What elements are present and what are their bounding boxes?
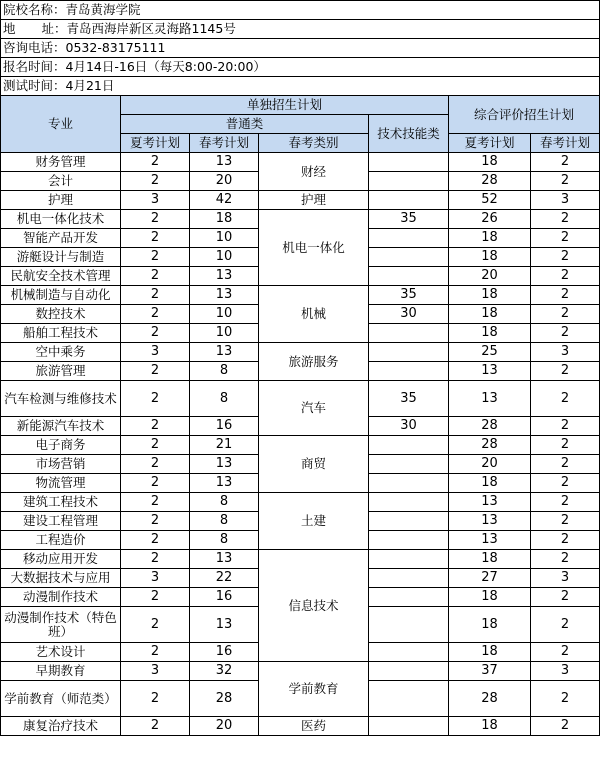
tech-plan-cell <box>369 267 449 286</box>
major-cell: 早期教育 <box>1 662 121 681</box>
header-spring-category: 春考类别 <box>259 134 369 153</box>
comp-spring-cell: 2 <box>531 550 600 569</box>
spring-plan-cell: 42 <box>190 191 259 210</box>
table-row <box>1 717 600 736</box>
comp-summer-cell: 28 <box>449 681 531 717</box>
major-cell: 移动应用开发 <box>1 550 121 569</box>
tech-plan-cell: 35 <box>369 381 449 417</box>
summer-plan-cell: 2 <box>121 607 190 643</box>
summer-plan-cell: 2 <box>121 362 190 381</box>
summer-plan-cell: 2 <box>121 305 190 324</box>
comp-spring-cell: 3 <box>531 191 600 210</box>
tech-plan-cell <box>369 324 449 343</box>
spring-category-cell: 医药 <box>259 717 369 736</box>
comp-summer-cell: 18 <box>449 286 531 305</box>
header-summer-plan-2: 夏考计划 <box>449 134 531 153</box>
comp-spring-cell: 3 <box>531 343 600 362</box>
comp-summer-cell: 20 <box>449 455 531 474</box>
table-row <box>1 343 600 362</box>
spring-plan-cell: 8 <box>190 493 259 512</box>
spring-plan-cell: 16 <box>190 588 259 607</box>
spring-plan-cell: 13 <box>190 153 259 172</box>
major-cell: 大数据技术与应用 <box>1 569 121 588</box>
comp-spring-cell: 2 <box>531 643 600 662</box>
table-row <box>1 286 600 305</box>
major-cell: 智能产品开发 <box>1 229 121 248</box>
comp-spring-cell: 2 <box>531 229 600 248</box>
tech-plan-cell <box>369 588 449 607</box>
spring-plan-cell: 8 <box>190 381 259 417</box>
spring-plan-cell: 28 <box>190 681 259 717</box>
summer-plan-cell: 2 <box>121 681 190 717</box>
spring-plan-cell: 16 <box>190 643 259 662</box>
phone-row <box>1 39 600 58</box>
comp-spring-cell: 2 <box>531 267 600 286</box>
header-spring-plan: 春考计划 <box>190 134 259 153</box>
summer-plan-cell: 3 <box>121 191 190 210</box>
summer-plan-cell: 2 <box>121 381 190 417</box>
summer-plan-cell: 2 <box>121 436 190 455</box>
summer-plan-cell: 2 <box>121 229 190 248</box>
comp-summer-cell: 18 <box>449 153 531 172</box>
major-cell: 康复治疗技术 <box>1 717 121 736</box>
table-row <box>1 493 600 512</box>
tech-plan-cell <box>369 662 449 681</box>
spring-plan-cell: 21 <box>190 436 259 455</box>
spring-plan-cell: 22 <box>190 569 259 588</box>
table-row <box>1 381 600 417</box>
summer-plan-cell: 2 <box>121 286 190 305</box>
spring-plan-cell: 13 <box>190 474 259 493</box>
comp-spring-cell: 2 <box>531 681 600 717</box>
comp-summer-cell: 18 <box>449 607 531 643</box>
major-cell: 会计 <box>1 172 121 191</box>
table-row <box>1 662 600 681</box>
comp-summer-cell: 25 <box>449 343 531 362</box>
tech-plan-cell <box>369 512 449 531</box>
comp-summer-cell: 18 <box>449 305 531 324</box>
comp-summer-cell: 28 <box>449 172 531 191</box>
comp-summer-cell: 18 <box>449 324 531 343</box>
spring-plan-cell: 10 <box>190 324 259 343</box>
spring-plan-cell: 20 <box>190 717 259 736</box>
comp-summer-cell: 18 <box>449 717 531 736</box>
comp-summer-cell: 18 <box>449 229 531 248</box>
comp-spring-cell: 3 <box>531 569 600 588</box>
summer-plan-cell: 3 <box>121 343 190 362</box>
comp-spring-cell: 2 <box>531 248 600 267</box>
test-value: 4月21日 <box>65 78 115 93</box>
address-label-1: 地 <box>3 21 16 36</box>
address-row <box>1 20 600 39</box>
spring-category-cell: 学前教育 <box>259 662 369 717</box>
major-cell: 市场营销 <box>1 455 121 474</box>
header-tech: 技术技能类 <box>369 115 449 153</box>
spring-plan-cell: 13 <box>190 286 259 305</box>
tech-plan-cell: 30 <box>369 305 449 324</box>
comp-summer-cell: 18 <box>449 550 531 569</box>
summer-plan-cell: 3 <box>121 662 190 681</box>
summer-plan-cell: 2 <box>121 455 190 474</box>
comp-spring-cell: 2 <box>531 153 600 172</box>
header-spring-plan-2: 春考计划 <box>531 134 600 153</box>
spring-plan-cell: 13 <box>190 343 259 362</box>
spring-category-cell: 护理 <box>259 191 369 210</box>
spring-plan-cell: 32 <box>190 662 259 681</box>
summer-plan-cell: 2 <box>121 493 190 512</box>
comp-spring-cell: 2 <box>531 324 600 343</box>
comp-spring-cell: 2 <box>531 717 600 736</box>
major-cell: 建筑工程技术 <box>1 493 121 512</box>
comp-summer-cell: 20 <box>449 267 531 286</box>
comp-summer-cell: 37 <box>449 662 531 681</box>
test-label: 测试时间： <box>3 78 66 93</box>
comp-summer-cell: 13 <box>449 531 531 550</box>
school-label: 院校名称： <box>3 2 66 17</box>
tech-plan-cell <box>369 531 449 550</box>
major-cell: 新能源汽车技术 <box>1 417 121 436</box>
spring-plan-cell: 13 <box>190 455 259 474</box>
comp-summer-cell: 18 <box>449 474 531 493</box>
header-comprehensive: 综合评价招生计划 <box>449 96 600 134</box>
spring-plan-cell: 18 <box>190 210 259 229</box>
comp-summer-cell: 28 <box>449 417 531 436</box>
comp-summer-cell: 13 <box>449 493 531 512</box>
summer-plan-cell: 2 <box>121 248 190 267</box>
summer-plan-cell: 2 <box>121 588 190 607</box>
header-summer-plan: 夏考计划 <box>121 134 190 153</box>
spring-plan-cell: 8 <box>190 512 259 531</box>
spring-plan-cell: 10 <box>190 229 259 248</box>
major-cell: 汽车检测与维修技术 <box>1 381 121 417</box>
tech-plan-cell <box>369 493 449 512</box>
tech-plan-cell <box>369 436 449 455</box>
spring-category-cell: 信息技术 <box>259 550 369 662</box>
comp-spring-cell: 2 <box>531 588 600 607</box>
summer-plan-cell: 2 <box>121 324 190 343</box>
summer-plan-cell: 2 <box>121 267 190 286</box>
spring-plan-cell: 8 <box>190 531 259 550</box>
comp-summer-cell: 13 <box>449 362 531 381</box>
major-cell: 数控技术 <box>1 305 121 324</box>
major-cell: 船舶工程技术 <box>1 324 121 343</box>
major-cell: 动漫制作技术 <box>1 588 121 607</box>
comp-summer-cell: 18 <box>449 588 531 607</box>
spring-plan-cell: 8 <box>190 362 259 381</box>
tech-plan-cell: 35 <box>369 286 449 305</box>
major-cell: 艺术设计 <box>1 643 121 662</box>
tech-plan-cell <box>369 455 449 474</box>
spring-plan-cell: 20 <box>190 172 259 191</box>
major-cell: 学前教育（师范类） <box>1 681 121 717</box>
header-general: 普通类 <box>121 115 369 134</box>
tech-plan-cell <box>369 681 449 717</box>
major-cell: 机械制造与自动化 <box>1 286 121 305</box>
spring-plan-cell: 16 <box>190 417 259 436</box>
table-row <box>1 153 600 172</box>
tech-plan-cell <box>369 607 449 643</box>
comp-summer-cell: 13 <box>449 512 531 531</box>
tech-plan-cell <box>369 248 449 267</box>
spring-category-cell: 商贸 <box>259 436 369 493</box>
tech-plan-cell <box>369 474 449 493</box>
comp-spring-cell: 2 <box>531 512 600 531</box>
tech-plan-cell <box>369 362 449 381</box>
spring-plan-cell: 13 <box>190 550 259 569</box>
comp-spring-cell: 2 <box>531 210 600 229</box>
comp-spring-cell: 3 <box>531 662 600 681</box>
comp-spring-cell: 2 <box>531 381 600 417</box>
address-label-2: 址： <box>41 21 67 36</box>
spring-category-cell: 机电一体化 <box>259 210 369 286</box>
tech-plan-cell <box>369 229 449 248</box>
comp-spring-cell: 2 <box>531 362 600 381</box>
summer-plan-cell: 2 <box>121 531 190 550</box>
header-single: 单独招生计划 <box>121 96 449 115</box>
tech-plan-cell <box>369 643 449 662</box>
comp-spring-cell: 2 <box>531 474 600 493</box>
comp-summer-cell: 18 <box>449 248 531 267</box>
phone-label: 咨询电话： <box>3 40 66 55</box>
comp-summer-cell: 27 <box>449 569 531 588</box>
tech-plan-cell <box>369 153 449 172</box>
table-row <box>1 191 600 210</box>
summer-plan-cell: 2 <box>121 474 190 493</box>
comp-spring-cell: 2 <box>531 455 600 474</box>
tech-plan-cell: 30 <box>369 417 449 436</box>
comp-summer-cell: 13 <box>449 381 531 417</box>
comp-spring-cell: 2 <box>531 305 600 324</box>
header-major: 专业 <box>1 96 121 153</box>
school-name: 青岛黄海学院 <box>65 2 141 17</box>
tech-plan-cell <box>369 550 449 569</box>
major-cell: 动漫制作技术（特色班） <box>1 607 121 643</box>
comp-spring-cell: 2 <box>531 172 600 191</box>
comp-spring-cell: 2 <box>531 417 600 436</box>
summer-plan-cell: 2 <box>121 550 190 569</box>
major-cell: 建设工程管理 <box>1 512 121 531</box>
table-row <box>1 550 600 569</box>
comp-spring-cell: 2 <box>531 286 600 305</box>
summer-plan-cell: 2 <box>121 417 190 436</box>
comp-summer-cell: 18 <box>449 643 531 662</box>
summer-plan-cell: 2 <box>121 172 190 191</box>
signup-row <box>1 58 600 77</box>
major-cell: 空中乘务 <box>1 343 121 362</box>
major-cell: 工程造价 <box>1 531 121 550</box>
comp-summer-cell: 52 <box>449 191 531 210</box>
tech-plan-cell <box>369 172 449 191</box>
summer-plan-cell: 2 <box>121 512 190 531</box>
major-cell: 护理 <box>1 191 121 210</box>
major-cell: 游艇设计与制造 <box>1 248 121 267</box>
tech-plan-cell <box>369 569 449 588</box>
major-cell: 机电一体化技术 <box>1 210 121 229</box>
tech-plan-cell: 35 <box>369 210 449 229</box>
summer-plan-cell: 2 <box>121 643 190 662</box>
comp-spring-cell: 2 <box>531 607 600 643</box>
spring-plan-cell: 13 <box>190 607 259 643</box>
comp-spring-cell: 2 <box>531 436 600 455</box>
signup-label: 报名时间： <box>3 59 66 74</box>
major-cell: 旅游管理 <box>1 362 121 381</box>
table-row <box>1 436 600 455</box>
major-cell: 电子商务 <box>1 436 121 455</box>
comp-summer-cell: 26 <box>449 210 531 229</box>
spring-category-cell: 财经 <box>259 153 369 191</box>
major-cell: 财务管理 <box>1 153 121 172</box>
test-row <box>1 77 600 96</box>
spring-category-cell: 旅游服务 <box>259 343 369 381</box>
spring-category-cell: 土建 <box>259 493 369 550</box>
tech-plan-cell <box>369 343 449 362</box>
summer-plan-cell: 2 <box>121 717 190 736</box>
summer-plan-cell: 3 <box>121 569 190 588</box>
major-cell: 物流管理 <box>1 474 121 493</box>
tech-plan-cell <box>369 717 449 736</box>
tech-plan-cell <box>369 191 449 210</box>
spring-plan-cell: 13 <box>190 267 259 286</box>
phone-value: 0532-83175111 <box>65 40 166 55</box>
comp-spring-cell: 2 <box>531 531 600 550</box>
spring-category-cell: 机械 <box>259 286 369 343</box>
signup-value: 4月14日-16日（每天8:00-20:00） <box>65 59 266 74</box>
comp-summer-cell: 28 <box>449 436 531 455</box>
major-cell: 民航安全技术管理 <box>1 267 121 286</box>
spring-plan-cell: 10 <box>190 248 259 267</box>
summer-plan-cell: 2 <box>121 153 190 172</box>
table-row <box>1 210 600 229</box>
spring-plan-cell: 10 <box>190 305 259 324</box>
address-value: 青岛西海岸新区灵海路1145号 <box>66 21 236 36</box>
school-name-row <box>1 1 600 20</box>
summer-plan-cell: 2 <box>121 210 190 229</box>
comp-spring-cell: 2 <box>531 493 600 512</box>
spring-category-cell: 汽车 <box>259 381 369 436</box>
